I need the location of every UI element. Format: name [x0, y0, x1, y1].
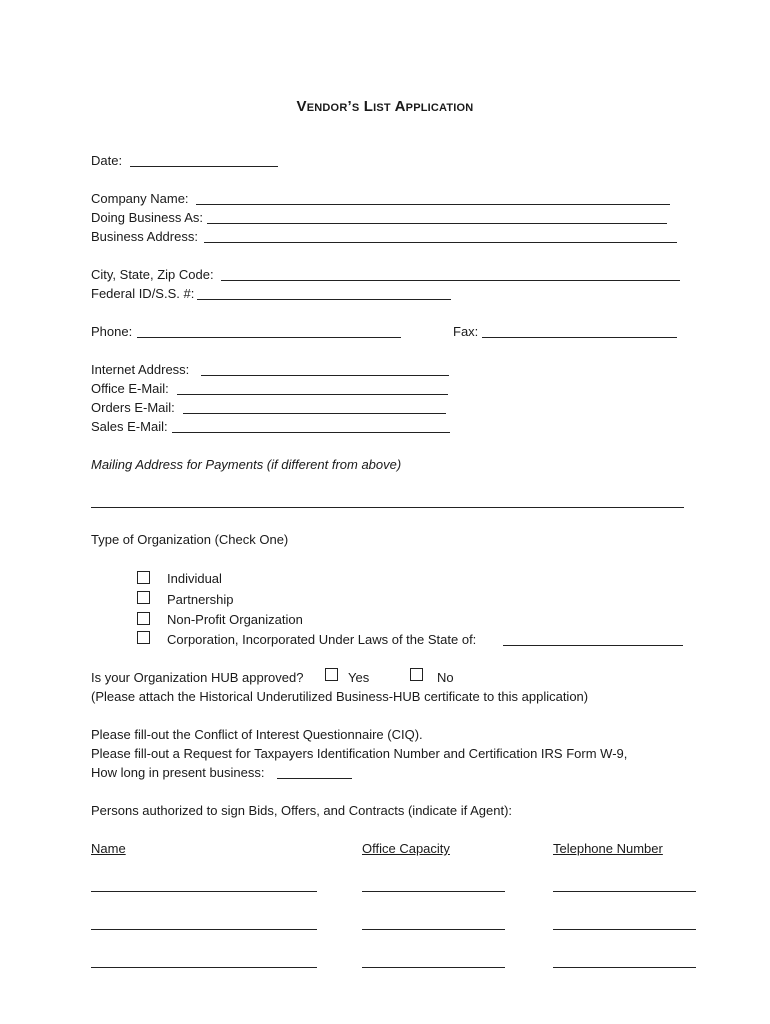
- signer-1-capacity-field[interactable]: [362, 891, 505, 892]
- org-type-heading: Type of Organization (Check One): [91, 532, 289, 547]
- hub-note: (Please attach the Historical Underutilized Business-HUB certificate to this application): [91, 689, 589, 704]
- name-column-header: Name: [91, 841, 126, 856]
- office-email-label: Office E-Mail:: [91, 381, 169, 396]
- signer-2-phone-field[interactable]: [553, 929, 696, 930]
- form-title: Vendor’s List Application: [296, 98, 474, 115]
- business-address-field[interactable]: [204, 242, 677, 243]
- hub-no-checkbox[interactable]: [410, 668, 423, 681]
- mailing-address-field[interactable]: [91, 507, 684, 508]
- partnership-checkbox[interactable]: [137, 591, 150, 604]
- fax-label: Fax:: [453, 324, 479, 339]
- hub-yes-label: Yes: [348, 670, 370, 685]
- signer-3-capacity-field[interactable]: [362, 967, 505, 968]
- hub-no-label: No: [437, 670, 454, 685]
- office-capacity-column-header: Office Capacity: [362, 841, 450, 856]
- internet-address-label: Internet Address:: [91, 362, 190, 377]
- company-name-field[interactable]: [196, 204, 670, 205]
- company-name-label: Company Name:: [91, 191, 189, 206]
- date-label: Date:: [91, 153, 123, 168]
- partnership-label: Partnership: [167, 592, 234, 607]
- office-email-field[interactable]: [177, 394, 448, 395]
- hub-question: Is your Organization HUB approved?: [91, 670, 304, 685]
- phone-field[interactable]: [137, 337, 401, 338]
- mailing-address-note: Mailing Address for Payments (if different from above): [91, 457, 402, 472]
- city-state-zip-field[interactable]: [221, 280, 680, 281]
- ciq-instruction: Please fill-out the Conflict of Interest Questionnaire (CIQ).: [91, 727, 423, 742]
- corporation-state-field[interactable]: [503, 645, 683, 646]
- signer-1-name-field[interactable]: [91, 891, 317, 892]
- date-field[interactable]: [130, 166, 278, 167]
- internet-address-field[interactable]: [201, 375, 449, 376]
- phone-label: Phone:: [91, 324, 133, 339]
- years-in-business-label: How long in present business:: [91, 765, 265, 780]
- orders-email-field[interactable]: [183, 413, 446, 414]
- signer-1-phone-field[interactable]: [553, 891, 696, 892]
- signer-2-capacity-field[interactable]: [362, 929, 505, 930]
- signers-heading: Persons authorized to sign Bids, Offers, and Contracts (indicate if Agent):: [91, 803, 513, 818]
- signer-3-phone-field[interactable]: [553, 967, 696, 968]
- individual-label: Individual: [167, 571, 222, 586]
- dba-field[interactable]: [207, 223, 667, 224]
- corporation-label: Corporation, Incorporated Under Laws of the State of:: [167, 632, 477, 647]
- non-profit-label: Non-Profit Organization: [167, 612, 303, 627]
- city-state-zip-label: City, State, Zip Code:: [91, 267, 214, 282]
- signer-2-name-field[interactable]: [91, 929, 317, 930]
- fax-field[interactable]: [482, 337, 677, 338]
- individual-checkbox[interactable]: [137, 571, 150, 584]
- w9-instruction: Please fill-out a Request for Taxpayers Identification Number and Certification IRS Form W-9,: [91, 746, 628, 761]
- years-in-business-field[interactable]: [277, 778, 352, 779]
- telephone-column-header: Telephone Number: [553, 841, 663, 856]
- federal-id-label: Federal ID/S.S. #:: [91, 286, 195, 301]
- corporation-checkbox[interactable]: [137, 631, 150, 644]
- dba-label: Doing Business As:: [91, 210, 204, 225]
- sales-email-label: Sales E-Mail:: [91, 419, 168, 434]
- orders-email-label: Orders E-Mail:: [91, 400, 175, 415]
- signer-3-name-field[interactable]: [91, 967, 317, 968]
- hub-yes-checkbox[interactable]: [325, 668, 338, 681]
- federal-id-field[interactable]: [197, 299, 451, 300]
- non-profit-checkbox[interactable]: [137, 612, 150, 625]
- business-address-label: Business Address:: [91, 229, 198, 244]
- sales-email-field[interactable]: [172, 432, 450, 433]
